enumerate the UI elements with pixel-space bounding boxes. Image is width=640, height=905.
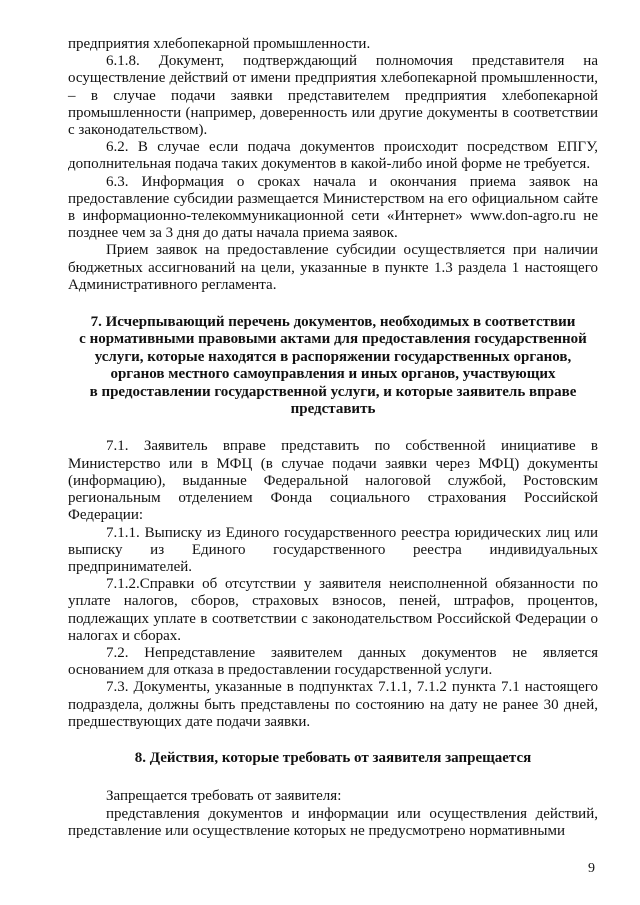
section-7-heading [68, 314, 598, 418]
paragraph-6-2: 6.2. В случае если подача документов происходит посредством ЕПГУ, дополнительная подача таких документов в какой-либо иной форме не требуется. [68, 139, 598, 173]
section-7-heading-line: 7. Исчерпывающий перечень документов, необходимых в соответствии [90, 314, 576, 331]
paragraph-6-1-8: 6.1.8. Документ, подтверждающий полномочия представителя на осуществление действий от имени предприятия хлебопекарной промышленности, – в случае подачи заявки представителем предприятия хлебопекарной промышленности (например, доверенность или другие документы в соответствии с законодательством). [68, 53, 598, 139]
paragraph-8-intro: Запрещается требовать от заявителя: [106, 788, 342, 805]
paragraph-7-1: 7.1. Заявитель вправе представить по собственной инициативе в Министерство или в МФЦ (в случае подачи заявки через МФЦ) документы (информацию), выданные Федеральной налоговой службой, Ростовским региональным отделением Фонда социального страхования Российской Федерации: [68, 438, 598, 524]
paragraph-7-3: 7.3. Документы, указанные в подпунктах 7.1.1, 7.1.2 пункта 7.1 настоящего подраздела, должны быть представлены по состоянию на дату не ранее 30 дней, предшествующих дате подачи заявки. [68, 679, 598, 730]
paragraph-continuation: предприятия хлебопекарной промышленности. [68, 36, 371, 52]
paragraph-8-item: представления документов и информации или осуществления действий, представление или осуществление которых не предусмотрено нормативными [68, 805, 598, 839]
paragraph-7-1-1: 7.1.1. Выписку из Единого государственного реестра юридических лиц или выписку из Единого государственного реестра индивидуальных предпринимателей. [68, 524, 598, 575]
page-number: 9 [588, 861, 595, 876]
paragraph-6-3: 6.3. Информация о сроках начала и окончания приема заявок на предоставление субсидии размещается Министерством на его официальном сайте в информационно-телекоммуникационной сети «Интернет» www.don-agro.ru не позднее чем за 3 дня до даты начала приема заявок. [68, 173, 598, 242]
section-8-heading: 8. Действия, которые требовать от заявителя запрещается [134, 749, 532, 766]
section-7-heading-line: услуги, которые находятся в распоряжении государственных органов, [94, 348, 572, 365]
section-7-heading-line: представить [290, 401, 376, 418]
document-page [68, 36, 598, 840]
section-7-heading-line: в предоставлении государственной услуги, и которые заявитель вправе [89, 383, 577, 400]
section-7-heading-line: с нормативными правовыми актами для предоставления государственной [79, 331, 587, 348]
paragraph-7-1-2: 7.1.2.Справки об отсутствии у заявителя неисполненной обязанности по уплате налогов, сборов, страховых взносов, пеней, штрафов, процентов, подлежащих уплате в соответствии с законодательством Российской Федерации о налогах и сборах. [68, 576, 598, 644]
paragraph-reception-conditions: Прием заявок на предоставление субсидии осуществляется при наличии бюджетных ассигнований на цели, указанные в пункте 1.3 раздела 1 настоящего Административного регламента. [68, 242, 598, 293]
section-7-heading-line: органов местного самоуправления и иных органов, участвующих [110, 366, 556, 383]
paragraph-7-2: 7.2. Непредставление заявителем данных документов не является основанием для отказа в предоставлении государственной услуги. [68, 644, 598, 679]
